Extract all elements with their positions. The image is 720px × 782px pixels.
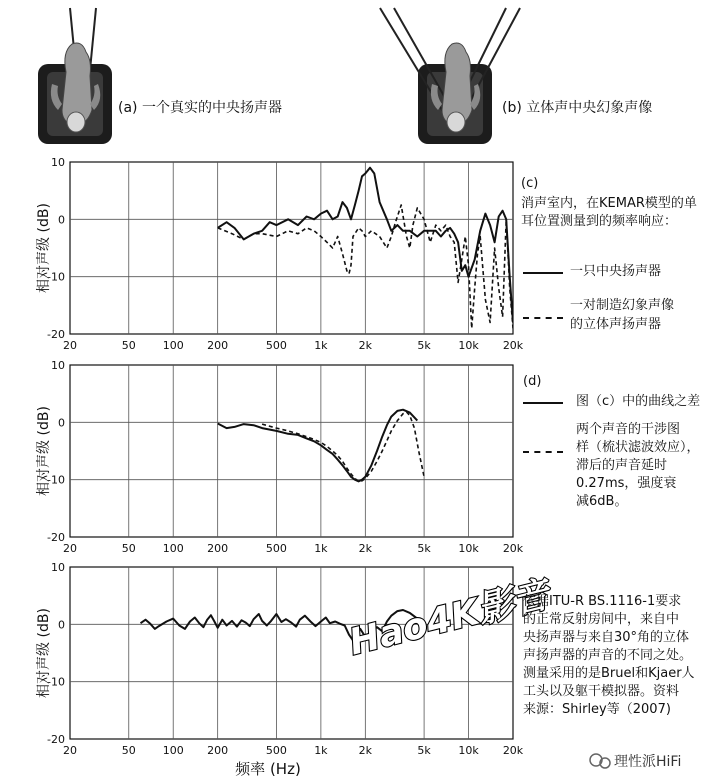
x-tick-label: 2k (358, 542, 373, 555)
y-tick-label: 0 (58, 618, 65, 632)
illustration-real-center-speaker (38, 8, 112, 144)
x-axis-title: 频率 (Hz) (235, 760, 301, 778)
x-tick-label: 1k (314, 339, 328, 352)
plot-frame (70, 365, 513, 537)
x-tick-label: 10k (458, 339, 479, 352)
x-tick-label: 20 (63, 542, 77, 555)
x-tick-label: 1k (314, 744, 328, 757)
panel-c-tag: (c) (521, 176, 539, 191)
panel-d-legend-dashed-label-2: 样（梳状滤波效应）， (576, 440, 700, 455)
x-tick-label: 100 (162, 542, 184, 555)
x-tick-label: 100 (162, 744, 184, 757)
x-tick-label: 20k (502, 542, 524, 555)
panel-d-legend-dashed-label-3: 滞后的声音延时 (576, 458, 668, 473)
x-tick-label: 20k (502, 339, 524, 352)
y-tick-label: -10 (47, 270, 65, 284)
illustration-a-label: (a) 一个真实的中央扬声器 (118, 100, 282, 116)
panel-e-desc-line-6: 工头以及躯干模拟器。资料 (523, 684, 680, 699)
panel-c-desc-line-2: 耳位置测量到的频率响应： (521, 214, 678, 229)
y-tick-label: 0 (58, 213, 65, 227)
panel-c-legend-dashed-swatch (523, 317, 563, 319)
panel-d-tag: (d) (523, 374, 542, 389)
x-tick-label: 500 (265, 542, 287, 555)
x-tick-label: 200 (207, 744, 229, 757)
x-tick-label: 50 (121, 339, 136, 352)
y-tick-label: 10 (51, 359, 65, 372)
panel-e-desc-line-5: 测量采用的是Bruel和Kjaer人 (523, 666, 695, 681)
x-tick-label: 5k (417, 542, 431, 555)
x-tick-label: 20 (63, 744, 77, 757)
y-tick-label: -10 (47, 473, 65, 487)
panel-d-legend-solid-swatch (523, 402, 563, 404)
panel-c-desc-line-1: 消声室内，在KEMAR模型的单 (521, 196, 697, 211)
panel-e-desc-line-1: 依据ITU-R BS.1116-1要求 (523, 594, 682, 609)
panel-d-legend-dashed-label-5: 减6dB。 (576, 494, 628, 509)
x-tick-label: 1k (314, 542, 328, 555)
y-axis-title: 相对声级 (dB) (36, 203, 52, 293)
y-tick-label: 0 (58, 416, 65, 430)
x-tick-label: 500 (265, 744, 287, 757)
watermark-text: Hao4K影音 (345, 574, 554, 664)
panel-c-legend-dashed-label-2: 的立体声扬声器 (570, 317, 662, 332)
y-tick-label: 10 (51, 561, 65, 574)
x-tick-label: 20k (502, 744, 524, 757)
x-tick-label: 5k (417, 744, 431, 757)
x-tick-label: 10k (458, 744, 479, 757)
x-tick-label: 50 (121, 744, 136, 757)
panel-c-legend-dashed-label-1: 一对制造幻象声像 (570, 298, 675, 313)
panel-c-legend-solid-swatch (523, 272, 563, 274)
y-axis-title: 相对声级 (dB) (36, 608, 52, 698)
chart-panel-1 (35, 156, 524, 352)
x-tick-label: 100 (162, 339, 184, 352)
plot-frame (70, 567, 513, 739)
panel-e-desc-line-2: 的正常反射房间中，来自中 (523, 612, 680, 627)
illustration-b-label: (b) 立体声中央幻象声像 (502, 100, 653, 116)
x-tick-label: 20 (63, 339, 77, 352)
panel-c-legend-solid-label: 一只中央扬声器 (570, 264, 662, 279)
x-tick-label: 2k (358, 339, 373, 352)
y-tick-label: -20 (47, 328, 65, 341)
chart-panel-2 (35, 359, 524, 555)
illustration-phantom-center (380, 8, 520, 144)
x-tick-label: 200 (207, 542, 229, 555)
y-tick-label: -20 (47, 733, 65, 746)
panel-d-legend-dashed-swatch (523, 451, 563, 453)
panel-e-desc-line-3: 央扬声器与来自30°角的立体 (523, 630, 690, 645)
x-tick-label: 50 (121, 542, 136, 555)
brand-footer (590, 753, 681, 770)
y-tick-label: -20 (47, 531, 65, 544)
panel-d-legend-solid-label: 图（c）中的曲线之差 (576, 394, 701, 409)
panel-d-legend-dashed-label-1: 两个声音的干涉图 (576, 422, 681, 437)
brand-name: 理性派HiFi (614, 754, 682, 770)
panel-e-desc-line-7: 来源：Shirley等（2007) (523, 702, 671, 717)
series-line-solid (218, 410, 418, 482)
plot-frame (70, 162, 513, 334)
x-tick-label: 500 (265, 339, 287, 352)
panel-e-desc-line-4: 声扬声器的声音的不同之处。 (523, 648, 693, 663)
panel-d-legend-dashed-label-4: 0.27ms，强度衰 (576, 476, 677, 491)
x-tick-label: 5k (417, 339, 431, 352)
x-tick-label: 10k (458, 542, 479, 555)
y-axis-title: 相对声级 (dB) (36, 406, 52, 496)
chart-panel-3 (35, 561, 524, 757)
y-tick-label: -10 (47, 675, 65, 689)
y-tick-label: 10 (51, 156, 65, 169)
x-tick-label: 2k (358, 744, 373, 757)
x-tick-label: 200 (207, 339, 229, 352)
